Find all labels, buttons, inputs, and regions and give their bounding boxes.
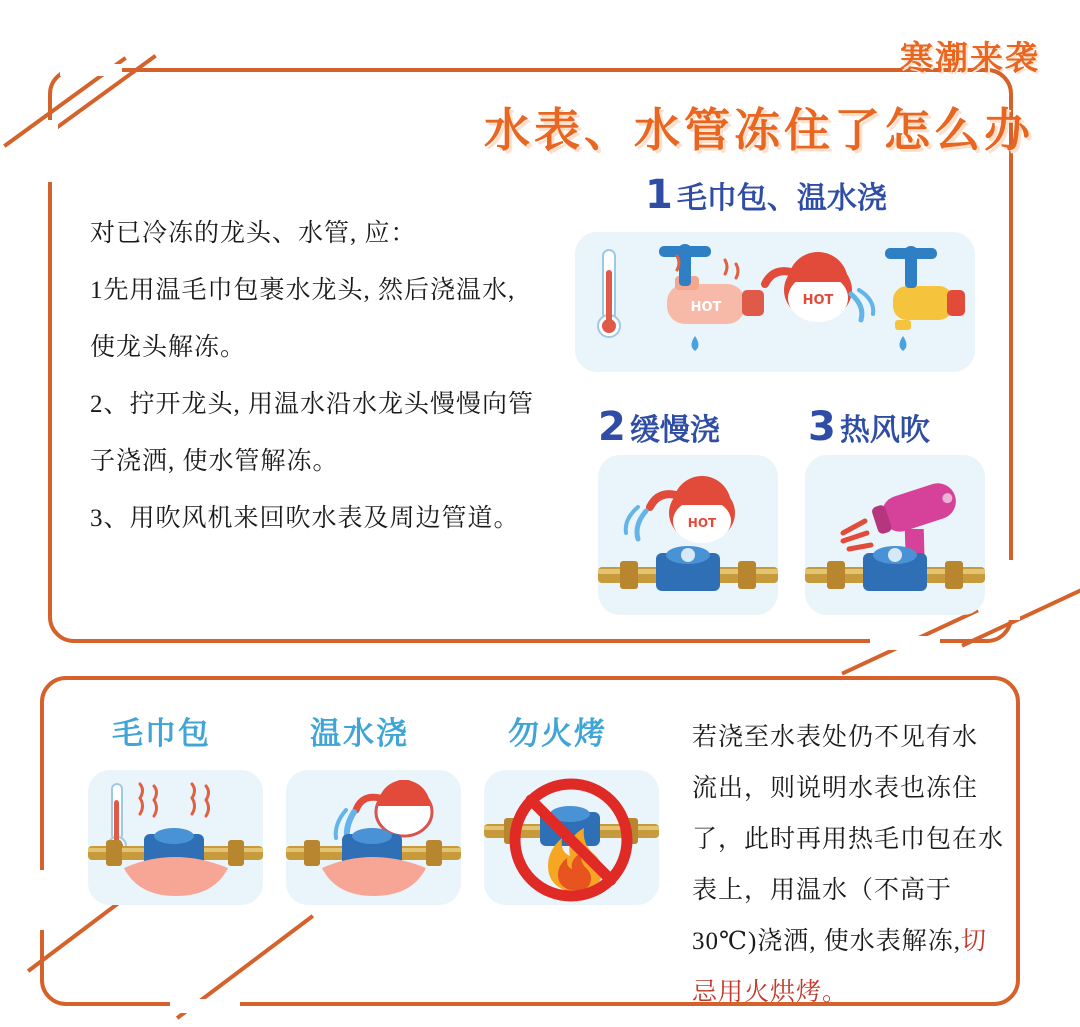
panel-mask-top-left [44,120,58,182]
bottom-paragraph-line-5 [692,916,1012,967]
page-title: 水表、水管冻住了怎么办 [484,103,1034,157]
bottom-label-warm-water: 温水浇 [310,716,409,752]
bottom-illustration-towel [88,770,263,905]
instruction-line-1: 1先用温毛巾包裹水龙头, 然后浇温水, [90,277,516,304]
instruction-line-4: 子浇洒, 使水管解冻。 [90,448,339,475]
bottom-paragraph-warning-start: 切 [961,928,988,955]
bottom-label-towel: 毛巾包 [112,716,211,752]
no-fire-prohibited-icon [484,770,659,905]
bottom-paragraph [692,712,1012,1018]
step-2-number: 2 [598,404,626,450]
bottom-paragraph-line-1: 若浇至水表处仍不见有水 [692,724,979,751]
bottom-paragraph-line-4: 表上，用温水（不高于 [692,877,953,904]
towel-wrap-watermeter-icon [88,770,263,905]
step-2-illustration [598,455,778,615]
bottom-paragraph-line-5-plain: 30℃)浇洒, 使水表解冻, [692,928,962,955]
panel-mask-bottom-edge [170,999,240,1013]
panel-mask-top-left-2 [60,64,122,76]
instruction-text-block [90,205,560,547]
step-3-heading [808,404,930,450]
instruction-line-5: 3、用吹风机来回吹水表及周边管道。 [90,505,520,532]
panel-mask-bottom-right [870,636,940,650]
svg-text:HOT: HOT [687,516,717,530]
svg-text:HOT: HOT [802,293,834,308]
bottom-paragraph-warning-end: 忌用火烘烤。 [692,979,849,1006]
step-3-label: 热风吹 [839,413,930,448]
bottom-illustration-warm-water [286,770,461,905]
bottom-label-no-fire: 勿火烤 [508,716,607,752]
panel-mask-bottom-left [36,870,50,930]
instruction-line-3: 2、拧开龙头, 用温水沿水龙头慢慢向管 [90,391,535,418]
step-1-heading [645,172,887,218]
step-1-number: 1 [645,172,673,218]
warm-water-pour-icon [286,770,461,905]
step-3-illustration [805,455,985,615]
step-2-heading [598,404,720,450]
hairdryer-watermeter-icon [805,455,985,615]
step-1-label: 毛巾包、温水浇 [676,181,887,216]
step-1-illustration [575,232,975,372]
instruction-line-2: 使龙头解冻。 [90,334,247,361]
kettle-pouring-watermeter-icon [598,455,778,615]
headline-kicker: 寒潮来袭 [900,38,1040,77]
bottom-illustration-no-fire [484,770,659,905]
instruction-intro: 对已冷冻的龙头、水管, 应： [90,220,417,247]
step-3-number: 3 [808,404,836,450]
step-2-label: 缓慢浇 [629,413,720,448]
panel-mask-right [1006,560,1020,620]
bottom-paragraph-line-2: 流出，则说明水表也冻住 [692,775,979,802]
bottom-paragraph-line-3: 了，此时再用热毛巾包在水 [692,826,1005,853]
svg-text:HOT: HOT [690,300,722,315]
faucet-towel-kettle-icon [575,232,975,372]
